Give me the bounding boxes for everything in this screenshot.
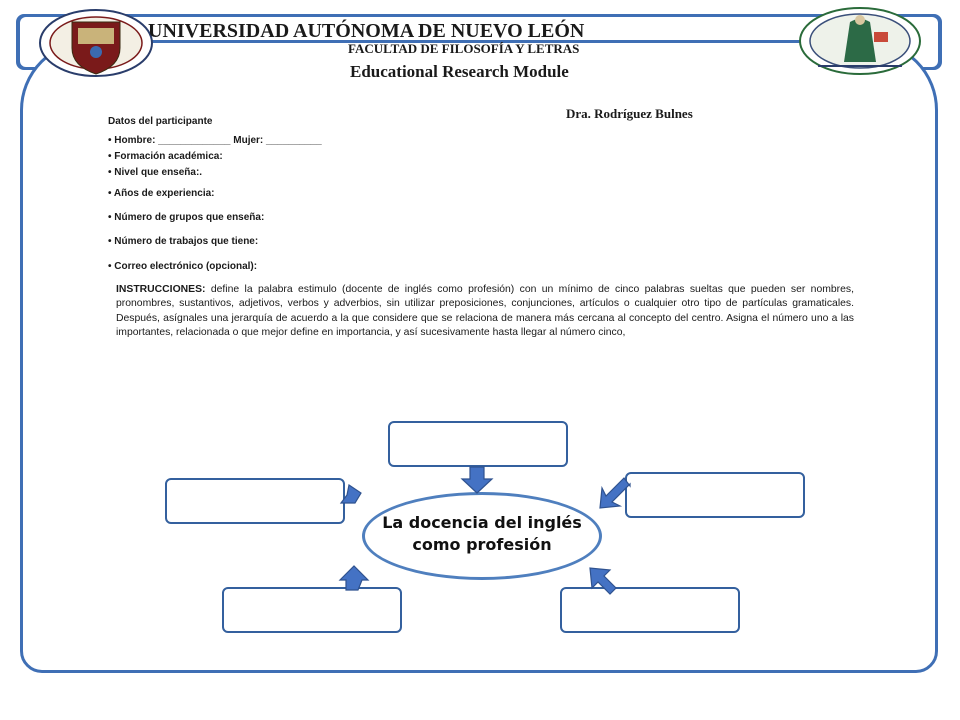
faculty-title: FACULTAD DE FILOSOFÍA Y LETRAS: [348, 41, 580, 56]
email-field: • Correo electrónico (opcional):: [108, 261, 258, 272]
participant-heading: Datos del participante: [108, 116, 213, 127]
years-field: • Años de experiencia:: [108, 188, 215, 199]
training-field: • Formación académica:: [108, 151, 223, 162]
arrow-down-left-icon: [600, 478, 630, 508]
arrow-up-icon: [340, 566, 368, 590]
author-name: Dra. Rodríguez Bulnes: [566, 106, 693, 121]
instructions-text: define la palabra estimulo (docente de inglés como profesión) con un mínimo de cinco palabras sueltas que pueden ser nombres, pronombres, sustantivos, adjetivos, verbos y adverbios, sin utilizar preposiciones, conjunciones, artículos o cualquier otro tipo de partículas gramaticales. Después, asígnales una jerarquía de acuerdo a la que considere que se relaciona de manera más cercana al concepto del centro. Asigna el número uno a las importantes, relacionada o que mejor define en importancia, y así sucesivamente hasta llegar al número cinco,: [116, 284, 854, 339]
jobs-field: • Número de trabajos que tiene:: [108, 236, 259, 247]
instructions-label: INSTRUCCIONES:: [116, 284, 206, 295]
center-concept-line1: La docencia del inglés: [382, 513, 582, 532]
university-title: UNIVERSIDAD AUTÓNOMA DE NUEVO LEÓN: [148, 20, 585, 42]
gender-field: • Hombre: _____________ Mujer: __________: [108, 135, 322, 146]
level-field: • Nivel que enseña:.: [108, 167, 203, 178]
module-title: Educational Research Module: [350, 62, 569, 81]
center-concept-line2: como profesión: [412, 535, 552, 554]
groups-field: • Número de grupos que enseña:: [108, 212, 265, 223]
arrow-up-left-icon: [590, 568, 616, 594]
arrow-down-right-icon: [341, 485, 361, 503]
arrow-down-icon: [462, 467, 492, 493]
